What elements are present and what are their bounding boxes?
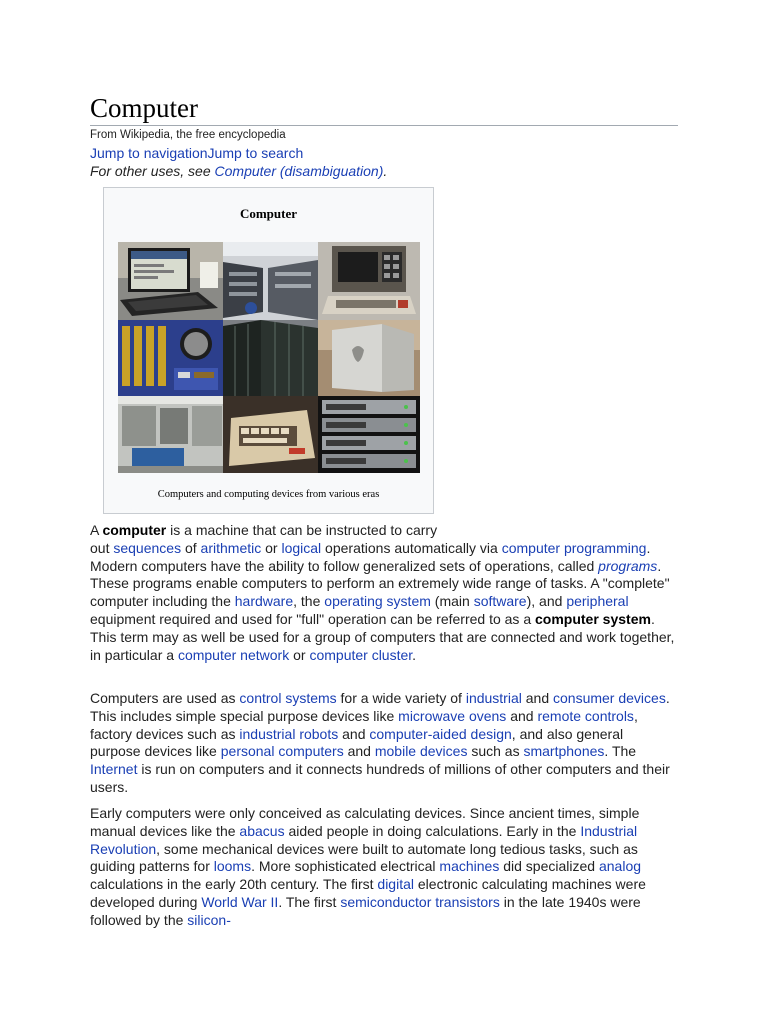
paragraph-text: equipment required and used for "full" operation can be referred to as a — [90, 610, 535, 627]
paragraph-text: Early computers were only conceived as calculating devices. Since ancient times, simple manual devices like the — [90, 805, 640, 839]
article-link[interactable]: control systems — [239, 690, 337, 706]
paragraph-text: Computers are used as — [90, 690, 240, 706]
paragraph-text: and — [506, 707, 538, 724]
article-link[interactable]: World War II — [201, 893, 279, 910]
paragraph-text: aided people in doing calculations. Early in the — [284, 822, 581, 839]
paragraph-intro — [90, 522, 675, 664]
article-link[interactable]: mobile devices — [374, 743, 468, 760]
article-link[interactable]: operating system — [324, 593, 431, 610]
paragraph-text: . This term may as well be used for a group of computers that are connected and work together, in particular a — [90, 610, 675, 663]
article-link[interactable]: industrial robots — [239, 725, 339, 742]
paragraph-text: out — [90, 539, 114, 556]
paragraph-uses — [90, 690, 675, 797]
paragraph-text: operations automatically via — [321, 539, 502, 556]
jump-to-search-link[interactable]: Jump to search — [207, 145, 304, 161]
hatnote-suffix: . — [383, 163, 388, 179]
bold-term: computer — [102, 522, 167, 538]
article-link[interactable]: computer programming — [501, 539, 647, 556]
paragraph-text: , and also general purpose devices like — [90, 725, 624, 760]
article-link[interactable]: peripheral — [566, 593, 629, 610]
disambiguation-link[interactable]: Computer (disambiguation) — [214, 163, 384, 179]
paragraph-text: , factory devices such as — [90, 707, 638, 742]
paragraph-text: (main — [430, 593, 474, 610]
paragraph-text: did specialized — [499, 858, 599, 875]
paragraph-text: is a machine that can be instructed to carry — [166, 522, 438, 538]
paragraph-text: . The first — [278, 893, 341, 910]
article-link[interactable]: Internet — [90, 761, 138, 778]
article-link[interactable]: personal computers — [220, 743, 344, 760]
paragraph-text: such as — [467, 743, 524, 760]
paragraph-text: . These programs enable computers to perform an extremely wide range of tasks. A "complete" computer including the — [90, 557, 670, 610]
hatnote — [90, 163, 387, 179]
paragraph-text: . The — [604, 743, 637, 760]
paragraph-text: for a wide variety of — [336, 690, 466, 706]
paragraph-text: , some mechanical devices were built to automate long tedious tasks, such as guiding patterns for — [90, 840, 638, 875]
jump-links — [90, 145, 303, 161]
paragraph-text: of — [181, 539, 201, 556]
paragraph-text: electronic calculating machines were developed during — [90, 876, 646, 910]
article-link[interactable]: remote controls — [537, 707, 634, 724]
article-link[interactable]: semiconductor — [340, 893, 432, 910]
photo-desktop-tower — [318, 320, 420, 396]
photo-mainframe-room — [118, 396, 223, 473]
article-link[interactable]: looms — [213, 858, 252, 875]
paragraph-text: and — [343, 743, 375, 760]
photo-motherboard — [118, 320, 223, 396]
article-link[interactable]: machines — [439, 858, 500, 875]
paragraph-text: . — [412, 646, 417, 663]
jump-to-navigation-link[interactable]: Jump to navigation — [90, 145, 208, 161]
paragraph-text: and — [521, 690, 553, 706]
article-link[interactable]: logical — [281, 539, 322, 556]
paragraph-text: . Modern computers have the ability to follow generalized sets of operations, called — [90, 539, 651, 574]
infobox — [103, 187, 434, 514]
photo-rack-servers — [318, 396, 420, 473]
article-link[interactable]: hardware — [234, 593, 294, 610]
photo-supercomputer-cabinets — [223, 320, 318, 396]
paragraph-text: , the — [293, 593, 325, 610]
page-title: Computer — [90, 93, 198, 123]
paragraph-text: is run on computers and it connects hundreds of millions of other computers and their users. — [90, 761, 670, 795]
article-link[interactable]: consumer devices — [553, 690, 666, 706]
article-link[interactable]: transistors — [435, 893, 500, 910]
paragraph-text: ), and — [526, 593, 567, 610]
paragraph-text: . More sophisticated electrical — [251, 858, 440, 875]
article-link[interactable]: smartphones — [523, 743, 605, 760]
paragraph-text: and — [338, 725, 370, 742]
article-link[interactable]: sequences — [113, 539, 182, 556]
article-link[interactable]: Industrial Revolution — [90, 822, 638, 857]
article-link[interactable]: computer cluster — [309, 646, 413, 663]
article-link[interactable]: computer network — [177, 646, 290, 663]
article-link[interactable]: arithmetic — [200, 539, 262, 556]
article-link[interactable]: microwave ovens — [398, 707, 507, 724]
infobox-image-collage[interactable] — [118, 242, 420, 473]
paragraph-text: or — [261, 539, 282, 556]
paragraph-text: in the late 1940s were followed by the — [90, 893, 641, 928]
article-link[interactable]: programs — [598, 557, 658, 574]
paragraph-history — [90, 805, 675, 930]
article-link[interactable]: software — [473, 593, 527, 610]
infobox-caption: Computers and computing devices from various eras — [157, 489, 380, 500]
hatnote-prefix: For other uses, see — [90, 163, 215, 179]
paragraph-text: A — [90, 522, 103, 538]
site-tagline: From Wikipedia, the free encyclopedia — [90, 129, 286, 141]
photo-terminal — [318, 242, 420, 320]
photo-server-room — [223, 242, 318, 320]
photo-laptop — [118, 242, 223, 320]
photo-home-computer — [223, 396, 318, 473]
article-link[interactable]: analog — [598, 858, 642, 875]
article-link[interactable]: computer-aided design — [369, 725, 512, 742]
article-link[interactable]: digital — [377, 876, 414, 893]
article-link[interactable]: silicon- — [187, 911, 231, 928]
paragraph-text: calculations in the early 20th century. The first — [90, 876, 378, 893]
title-divider — [90, 125, 678, 126]
paragraph-text: or — [289, 646, 310, 663]
infobox-title: Computer — [239, 206, 298, 221]
bold-term: computer system — [535, 610, 651, 627]
article-link[interactable]: industrial — [465, 690, 522, 706]
paragraph-text: . This includes simple special purpose devices like — [90, 690, 670, 724]
article-link[interactable]: abacus — [239, 822, 285, 839]
